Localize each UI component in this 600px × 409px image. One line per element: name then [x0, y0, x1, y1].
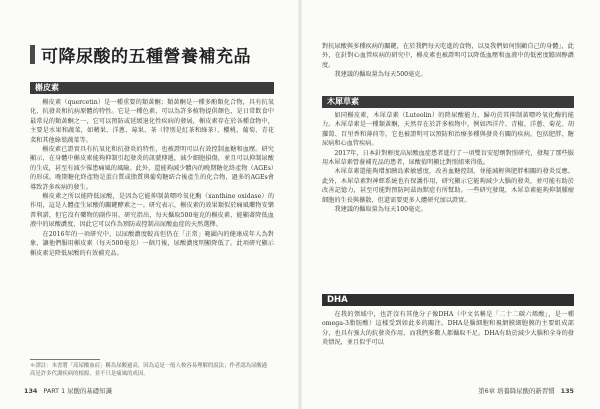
quote-paragraph: 對抗尿酸與多種疾病的關鍵，在於我們每天吃進的食物，以及我們如何照顧自己的身體」，此外，在針對心血管疾病的研究中，槲皮素也被證明可以降低血壓和血液中的低密度膽固醇濃度。: [322, 43, 574, 69]
dosage-note: 我建議的攝取量為每天100毫克。: [334, 206, 427, 214]
paragraph: 在我的領域中，也許沒有其他分子像DHA（中文名稱是「二十二碳六烯酸」，是一種omega-3脂肪酸）這樣受到如此多的關注。DHA是腦細胞和視網膜細胞膜的主要組成部分，也具有強大的抗發炎作用，而我們多數人都攝取不足。DHA有助於減少大腦和全身的發炎情況，並且似乎可以: [322, 311, 574, 347]
right-folio: [478, 386, 578, 395]
chapter-title-text: 可降尿酸的五種營養補充品: [41, 47, 251, 67]
section-heading-luteolin: 木犀草素: [322, 96, 574, 108]
page-number: 134: [24, 387, 38, 395]
dosage-note: 我建議的攝取量為每天500毫克。: [334, 71, 427, 79]
paragraph: 槲皮素之所以能降低尿酸，是因為它能抑制黃嘌呤氧化酶（xanthine oxidase）的作用，這是人體產生尿酸的關鍵酵素之一。研究表示，槲皮素的效果類似於痛風藥物安樂普利諾，但它沒有藥物的副作用。研究指出，每天攝取500毫克的槲皮素，能顯著降低血液中的尿酸濃度，因此它可以作為預防或控制高尿酸血症的天然選擇。: [30, 193, 274, 229]
chapter-title: 培養降尿酸的新習慣: [497, 387, 555, 395]
part-label: PART 1: [43, 387, 66, 395]
paragraph: 如同槲皮素，木犀草素（Luteolin）的降尿酸能力，歸功於其抑制黃嘌呤氧化酶的能力。木犀草素是一種類黃酮，天然存在於許多植物中，例如西洋芹、青椒、洋蔥、菊花、胡蘿蔔、百里香和薄荷等，它也被證明可以預防和治療多種與發炎有關的疾病，包括肥胖、糖尿病和心血管疾病。: [322, 112, 574, 148]
luteolin-body-text: [322, 111, 574, 214]
left-folio: [20, 386, 112, 395]
section-heading-dha: DHA: [322, 294, 574, 306]
paragraph: 在2016年的一項研究中，以尿酸濃度較高但仍在「正常」範圍內的健康成年人為對象，讓他們服用槲皮素（每天500毫克）一個月後，尿酸濃度明顯降低了。此項研究顯示槲皮素是降低尿酸的有效補充品。: [30, 230, 274, 257]
chapter-label: 第6章: [478, 387, 496, 395]
right-intro-text: [322, 42, 574, 80]
left-body-text: [30, 98, 274, 258]
right-page: [300, 0, 600, 409]
chapter-title: [30, 42, 251, 67]
footnote: ＊譯註：本書將「高尿酸血症」稱為尿酸過高，因為這是一般人較容易理解的說法；作者認為尿酸過高是許多代謝疾病的根源，並不只是痛風的成因。: [30, 363, 268, 378]
section-heading-quercetin: 槲皮素: [30, 82, 274, 94]
page-number: 135: [560, 387, 574, 395]
paragraph: 木犀草素還能夠增加胰島素敏感度，改善血糖控制，並能減輕與肥胖相關的發炎反應。此外，木犀草素對神經系統也有保護作用，研究顯示它能夠減少大腦的發炎，並可能有助於改善記憶力，甚至可能對預防阿茲海默症有所幫助。一些研究發現，木犀草素能夠抑制腫瘤細胞的生長與擴散，但還需要更多人體研究加以證實。: [322, 168, 574, 204]
paragraph: 2017年，日本針對輕度高尿酸血症患者進行了一項雙盲安慰劑對照研究，發現了那些服用木犀草素營養補充品的患者，尿酸值明顯比對照組來得低。: [322, 149, 574, 167]
title-bar-decoration: [30, 45, 35, 64]
part-title: 尿酸的基礎知識: [67, 387, 112, 395]
paragraph: 槲皮素（quercetin）是一種重要的類黃酮；類黃酮是一種多酚類化合物，具有抗氧化、抗發炎和抗病原體的特性。它是一種色素，可以為許多植物提供顏色，是日常飲食中最常見的類黃酮之一，它可以預防或延緩退化性疾病的發展，槲皮素存在於各種食物中，主要是水果和蔬菜，如蘋果、洋蔥、莓果、茶（特別是紅茶和綠茶）、櫻桃、葡萄、青花菜和其他綠葉蔬菜等。: [30, 99, 274, 144]
dha-body-text: [322, 310, 574, 348]
paragraph: 槲皮素已證實具有抗氧化和抗發炎的特性，也被證明可以有效控制血糖和血壓。研究顯示，在身體中槲皮素能夠抑制引起發炎的訊號傳遞，減少細胞損傷，並且可以抑制尿酸的生成，甚至有減少罹患痛風的風險。此外，還能夠減少體內的晚期糖化終產物（AGEs）的形成。晚期糖化終產物是蛋白質或脂質與葡萄糖結合後產生的化合物，過多的AGEs會導致許多疾病的發生。: [30, 146, 274, 191]
footnote-rule: [30, 359, 100, 360]
